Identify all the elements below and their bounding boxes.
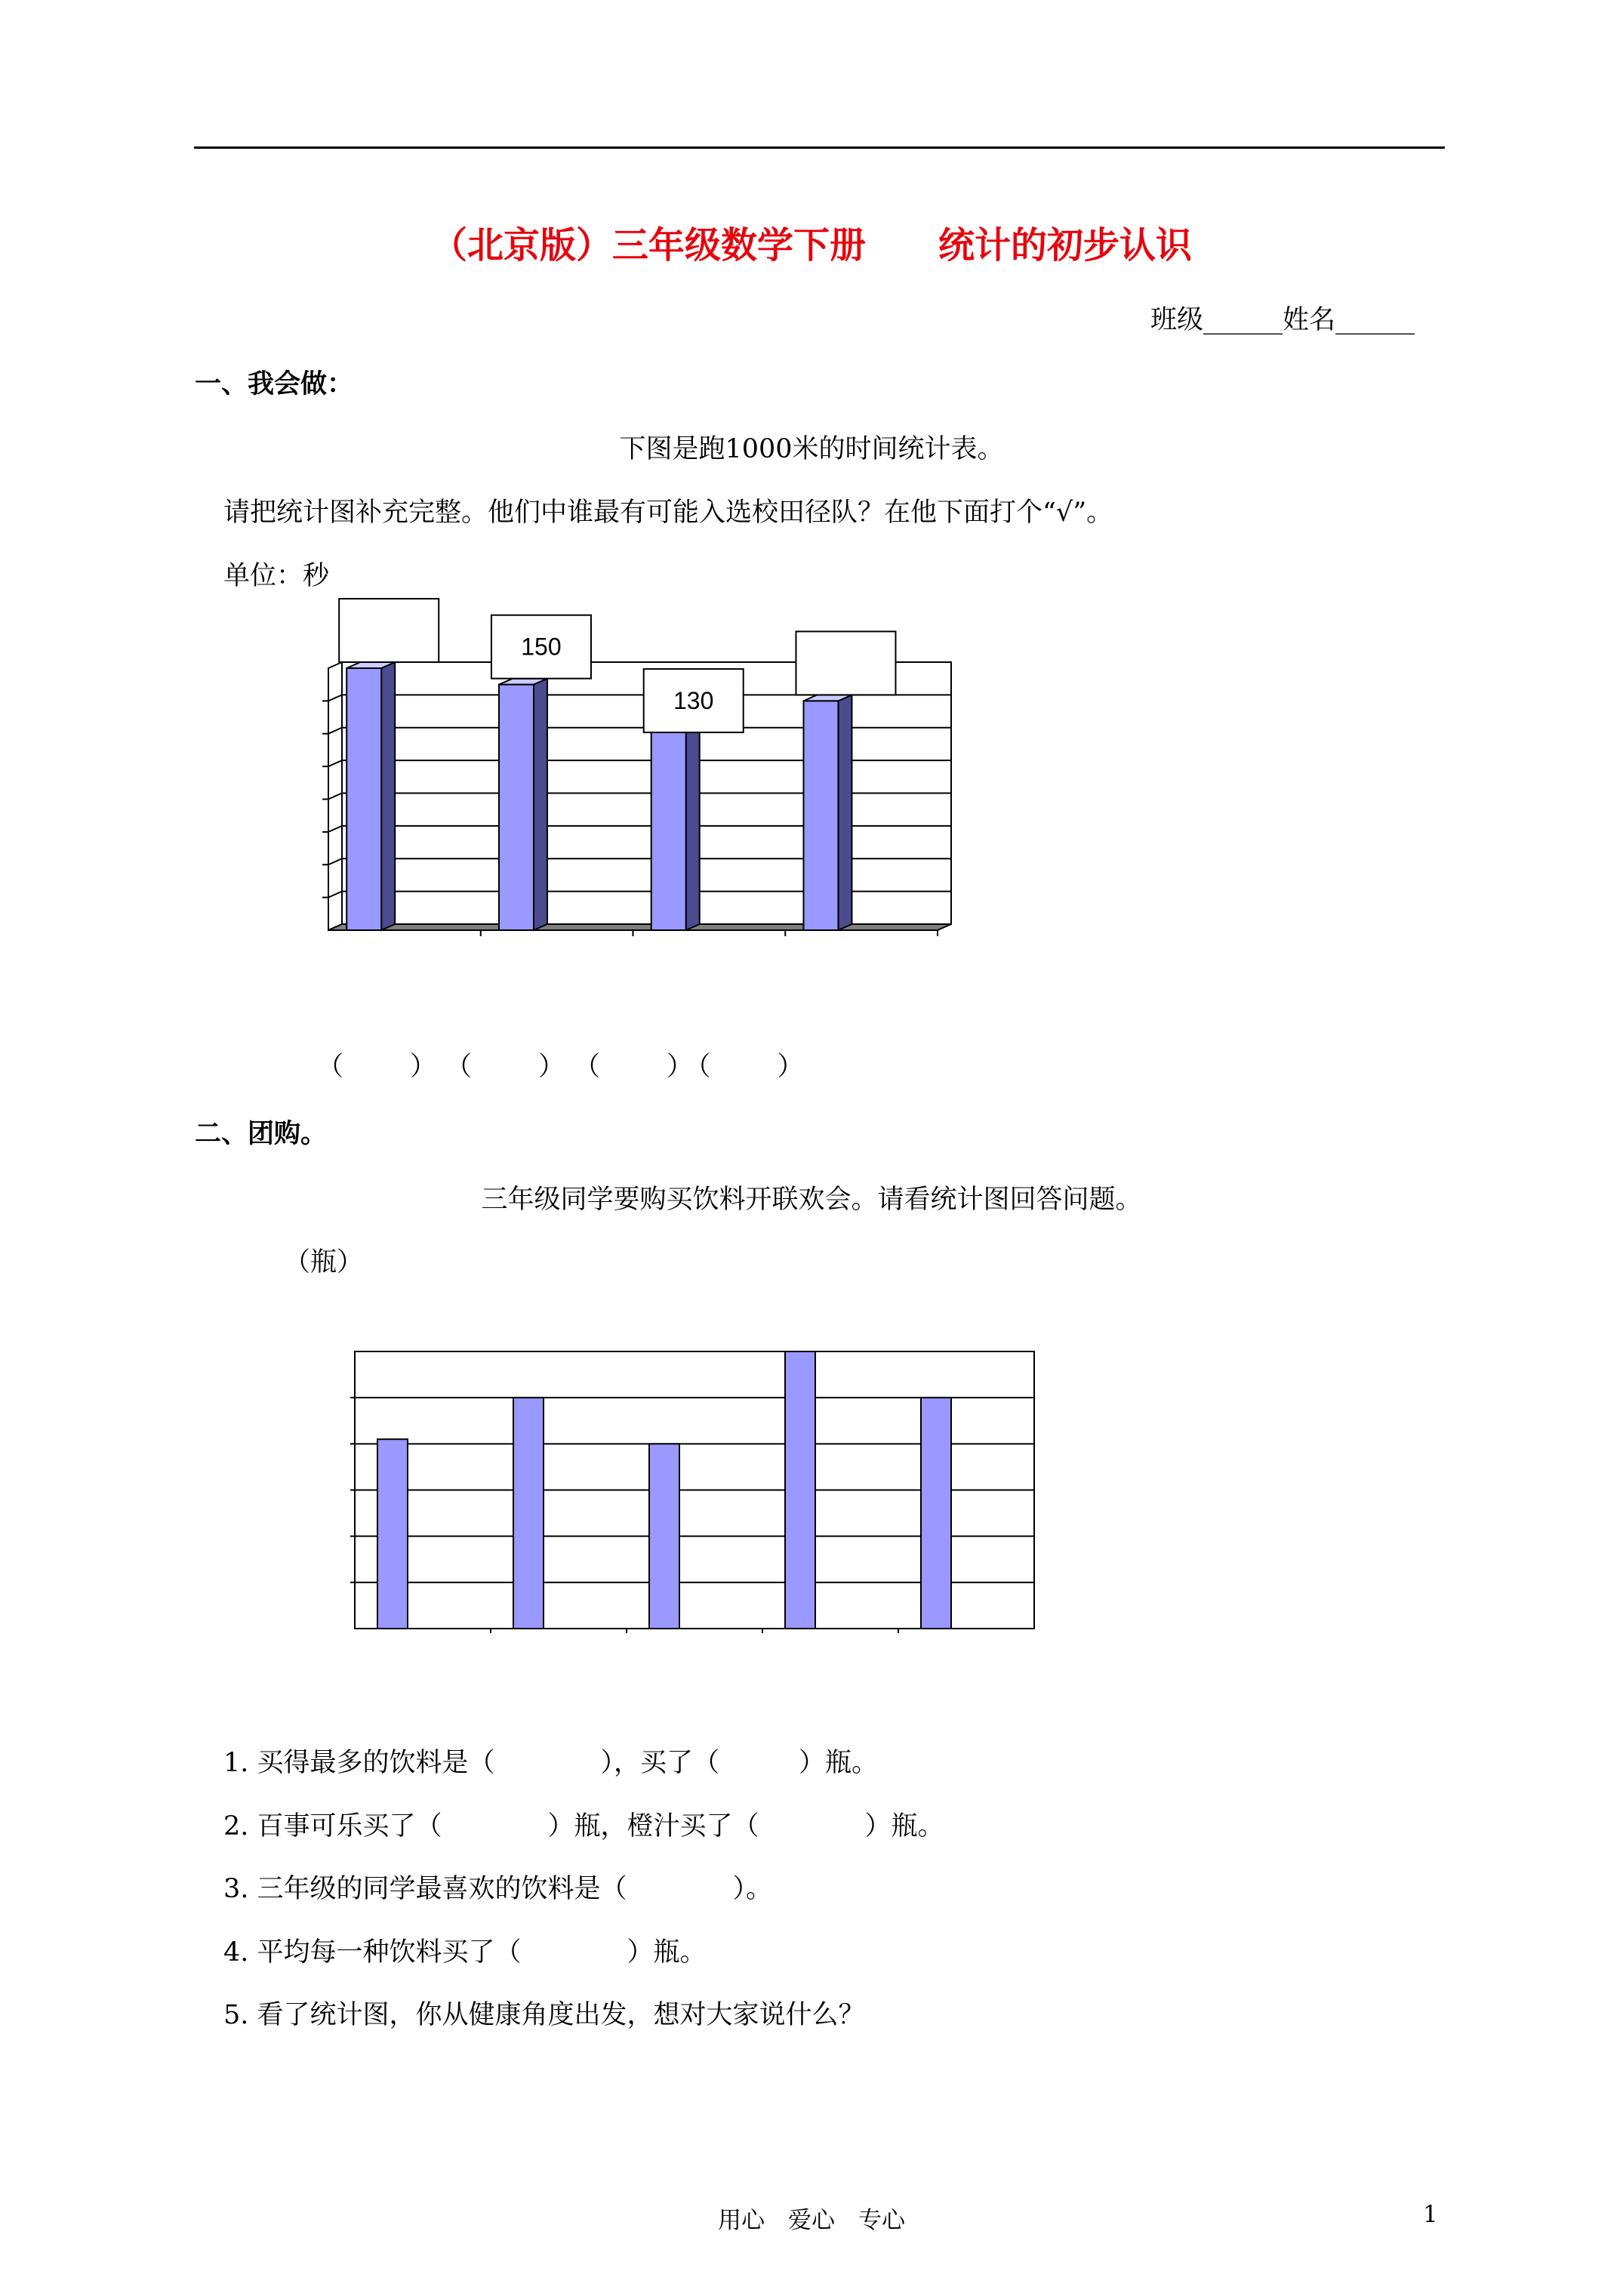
section2-heading: 二、团购。 [195, 1119, 328, 1149]
section1-intro: 下图是跑1000米的时间统计表。 [619, 434, 1004, 464]
answer-blanks: （ ） （ ） （ ）（ ） [317, 1052, 808, 1082]
section2-intro: 三年级同学要购买饮料开联欢会。请看统计图回答问题。 [481, 1185, 1142, 1215]
question-3: 3. 三年级的同学最喜欢的饮料是（ ）。 [223, 1874, 773, 1904]
chart1-data-label: 150 [521, 633, 562, 661]
chart2-bar [921, 1398, 951, 1629]
page-number: 1 [1423, 2201, 1438, 2228]
section1-heading: 一、我会做： [195, 369, 354, 399]
section1-unit: 单位：秒 [223, 561, 330, 591]
question-4: 4. 平均每一种饮料买了（ ）瓶。 [223, 1937, 707, 1968]
footer-motto: 用心 爱心 专心 [718, 2207, 905, 2234]
chart2-bar [649, 1444, 679, 1629]
question-1: 1. 买得最多的饮料是（ ），买了（ ）瓶。 [223, 1748, 879, 1778]
chart2-bar [513, 1398, 544, 1629]
chart2-bar [377, 1439, 408, 1629]
question-2: 2. 百事可乐买了（ ）瓶，橙汁买了（ ）瓶。 [223, 1811, 944, 1841]
chart2-unit-label: （瓶） [284, 1247, 364, 1277]
page-title: （北京版）三年级数学下册 统计的初步认识 [430, 224, 1192, 267]
question-5: 5. 看了统计图，你从健康角度出发，想对大家说什么？ [223, 2000, 865, 2030]
class-name-fields: 班级______姓名______ [1150, 305, 1415, 335]
chart2-bar [785, 1351, 815, 1629]
section1-instruction: 请把统计图补充完整。他们中谁最有可能入选校田径队？在他下面打个“√”。 [223, 498, 1113, 528]
chart1-data-label: 130 [673, 687, 714, 715]
